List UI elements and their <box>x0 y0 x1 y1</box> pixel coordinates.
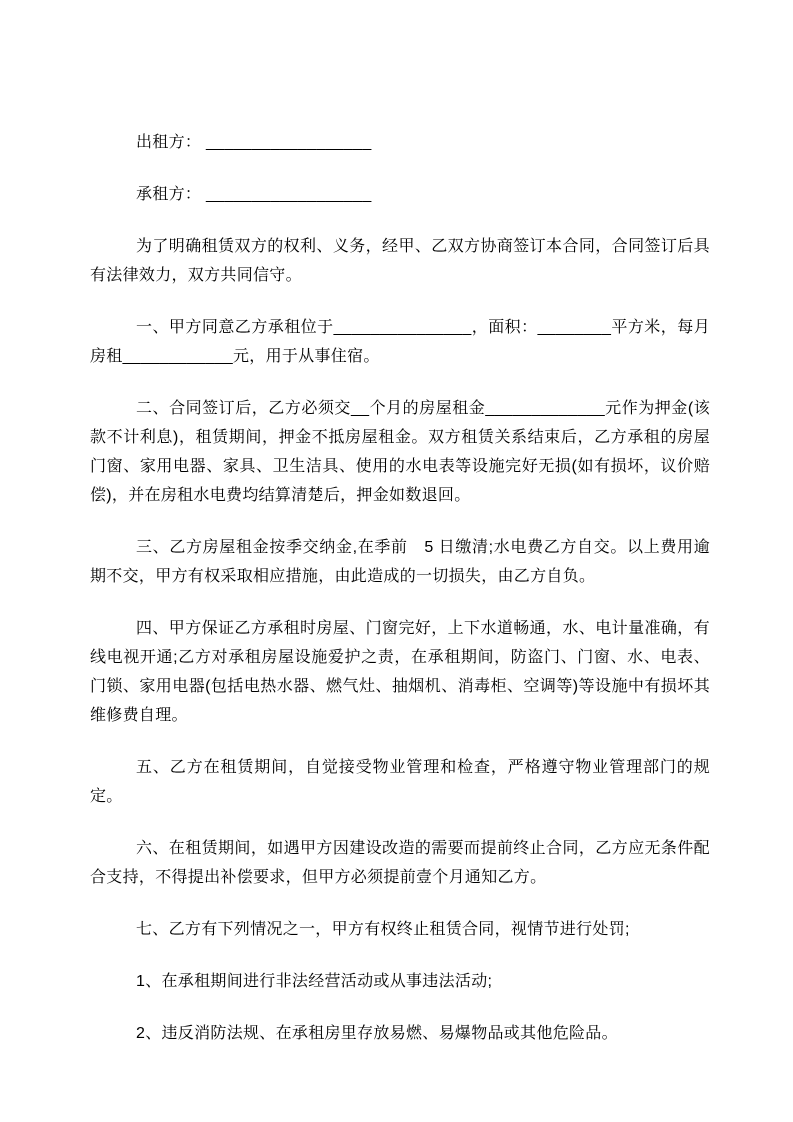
clause-2: 二、合同签订后，乙方必须交__个月的房屋租金_____________元作为押金(该款不计利息)，租赁期间，押金不抵房屋租金。双方租赁关系结束后，乙方承租的房屋门窗、家用电器、家具、卫生洁具、使用的水电表等设施完好无损(如有损坏，议价赔偿)，并在房租水电费均结算清楚后，押金如数退回。 <box>90 400 710 504</box>
preamble: 为了明确租赁双方的权利、义务，经甲、乙双方协商签订本合同，合同签订后具有法律效力，双方共同信守。 <box>90 238 710 284</box>
lessee-line: 承租方： __________________ <box>136 186 372 203</box>
lessor-line: 出租方： __________________ <box>136 134 372 151</box>
clause-3: 三、乙方房屋租金按季交纳金,在季前 5 日缴清;水电费乙方自交。以上费用逾期不交，甲方有权采取相应措施，由此造成的一切损失，由乙方自负。 <box>90 539 710 585</box>
clause-5: 五、乙方在租赁期间，自觉接受物业管理和检查，严格遵守物业管理部门的规定。 <box>90 759 710 805</box>
clause-7: 七、乙方有下列情况之一，甲方有权终止租赁合同，视情节进行处罚; <box>136 921 630 938</box>
clause-4: 四、甲方保证乙方承租时房屋、门窗完好，上下水道畅通，水、电计量准确，有线电视开通;乙方对承租房屋设施爱护之责，在承租期间，防盗门、门窗、水、电表、门锁、家用电器(包括电热水器、燃气灶、抽烟机、消毒柜、空调等)等设施中有损坏其维修费自理。 <box>90 620 710 724</box>
clause-6: 六、在租赁期间，如遇甲方因建设改造的需要而提前终止合同，乙方应无条件配合支持，不得提出补偿要求，但甲方必须提前壹个月通知乙方。 <box>90 840 710 886</box>
clause-1: 一、甲方同意乙方承租位于_______________，面积：________平方米，每月房租____________元，用于从事住宿。 <box>90 319 710 365</box>
clause-7-item-2: 2、违反消防法规、在承租房里存放易燃、易爆物品或其他危险品。 <box>136 1025 618 1042</box>
clause-7-item-1: 1、在承租期间进行非法经营活动或从事违法活动; <box>136 973 493 990</box>
